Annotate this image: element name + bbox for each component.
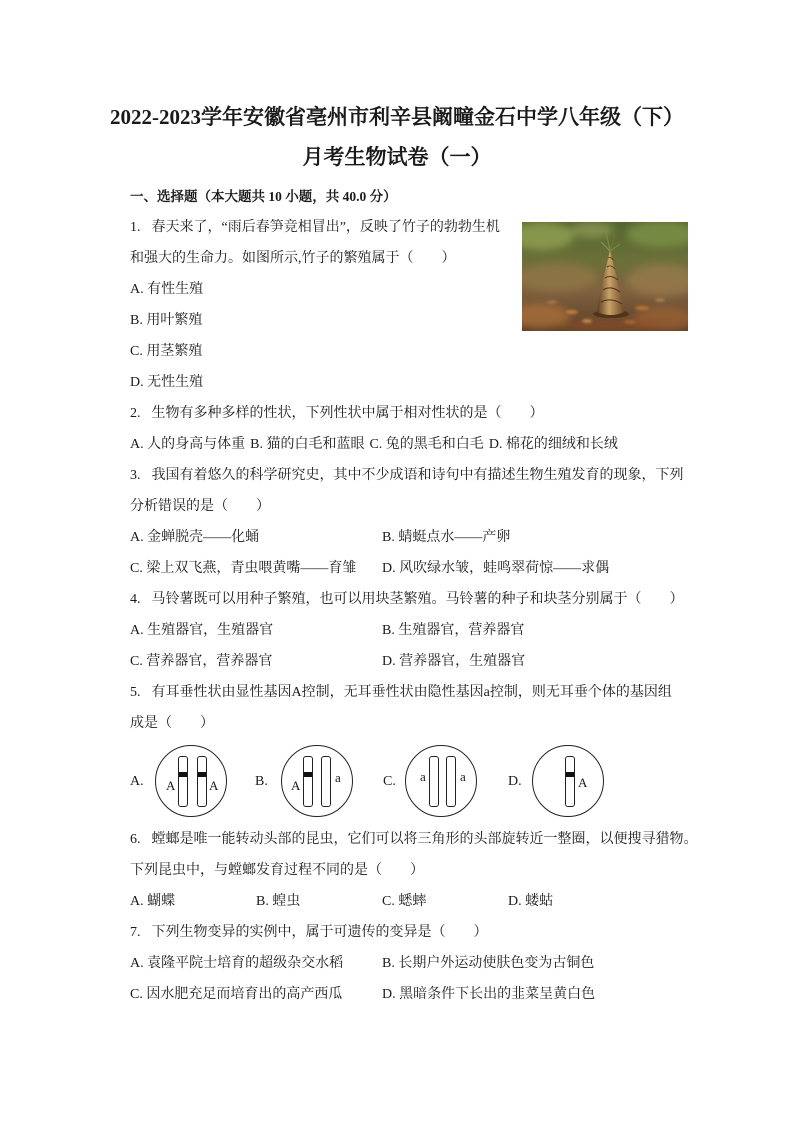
option-b: B. 长期户外运动使肤色变为古铜色: [382, 956, 595, 971]
option-c: C. 蟋蟀: [382, 894, 427, 909]
cell-diagram-a: [155, 745, 227, 817]
option-row: [130, 646, 720, 677]
cell-diagram-d: [532, 745, 604, 817]
chromosome-right: [321, 756, 331, 807]
option-c: C. 用茎繁殖: [130, 344, 203, 359]
question-number: 1.: [130, 220, 141, 235]
option-row: [130, 948, 720, 979]
question-4: [130, 584, 720, 677]
chromosome-diagram-options: [130, 739, 720, 824]
diagram-option-label-b: B.: [255, 774, 268, 789]
option-c: C. 营养器官，营养器官: [130, 654, 273, 669]
option-c: C. 梁上双飞燕，青虫喂黄嘴——育雏: [130, 561, 357, 576]
question-number: 3.: [130, 468, 141, 483]
option-d: D. 棉花的细绒和长绒: [488, 437, 618, 452]
question-stem-line: [130, 917, 720, 948]
question-text-continued: 分析错误的是（ ）: [130, 499, 270, 514]
option-b: B. 蝗虫: [256, 894, 301, 909]
gene-label-left: A: [291, 778, 301, 793]
title-line-1: 2022-2023学年安徽省亳州市利辛县阚疃金石中学八年级（下）: [110, 105, 684, 129]
diagram-option-label-a: A.: [130, 774, 144, 789]
question-text: 下列生物变异的实例中，属于可遗传的变异是（ ）: [151, 925, 488, 940]
gene-band: [198, 772, 206, 777]
option-b: B. 用叶繁殖: [130, 313, 203, 328]
cell-diagram-c: [405, 745, 477, 817]
option-a: A. 人的身高与体重: [130, 437, 246, 452]
option-b: B. 蜻蜓点水——产卵: [382, 530, 511, 545]
question-text: 春天来了，“雨后春笋竞相冒出”，反映了竹子的勃勃生机: [151, 220, 500, 235]
chromosome-right: [197, 756, 207, 807]
question-6: [130, 824, 720, 917]
question-number: 5.: [130, 685, 141, 700]
title-line-2: 月考生物试卷（一）: [302, 145, 492, 169]
question-text-continued: 成是（ ）: [130, 716, 214, 731]
option-row: [130, 615, 720, 646]
question-list: [130, 181, 720, 1010]
option-row: [130, 553, 720, 584]
gene-band: [179, 772, 187, 777]
option-d: D. 无性生殖: [130, 375, 204, 390]
option-row: [130, 886, 720, 917]
gene-label-left: a: [420, 769, 426, 784]
diagram-option-label-c: C.: [383, 774, 396, 789]
option-b: B. 生殖器官，营养器官: [382, 623, 525, 638]
exam-title: [0, 97, 794, 177]
chromosome-right: [446, 756, 456, 807]
question-5: [130, 677, 720, 824]
gene-label-left: A: [166, 778, 176, 793]
question-text-continued: 和强大的生命力。如图所示,竹子的繁殖属于（ ）: [130, 251, 456, 266]
question-number: 6.: [130, 832, 141, 847]
option-b: B. 猫的白毛和蓝眼: [250, 437, 365, 452]
question-text-continued: 下列昆虫中，与螳螂发育过程不同的是（ ）: [130, 863, 424, 878]
option-c: C. 兔的黑毛和白毛: [369, 437, 484, 452]
option-a: A. 袁隆平院士培育的超级杂交水稻: [130, 956, 344, 971]
option-a: A. 蝴蝶: [130, 894, 176, 909]
gene-label-right: a: [460, 769, 466, 784]
question-text: 马铃薯既可以用种子繁殖，也可以用块茎繁殖。马铃薯的种子和块茎分别属于（ ）: [151, 592, 684, 607]
question-text: 有耳垂性状由显性基因A控制，无耳垂性状由隐性基因a控制，则无耳垂个体的基因组: [151, 685, 672, 700]
chromosome-left: [303, 756, 313, 807]
question-number: 7.: [130, 925, 141, 940]
gene-label-right: A: [578, 775, 588, 790]
chromosome-left: [429, 756, 439, 807]
gene-label-right: a: [335, 770, 341, 785]
option-c: C. 因水肥充足而培育出的高产西瓜: [130, 987, 343, 1002]
option-a: A. 有性生殖: [130, 282, 204, 297]
question-3: [130, 460, 720, 584]
cell-diagram-b: [281, 745, 353, 817]
question-text: 我国有着悠久的科学研究史，其中不少成语和诗句中有描述生物生殖发育的现象，下列: [151, 468, 684, 483]
option-d: D. 黑暗条件下长出的韭菜呈黄白色: [382, 987, 596, 1002]
option-row: [130, 429, 720, 460]
question-text: 螳螂是唯一能转动头部的昆虫，它们可以将三角形的头部旋转近一整圈，以便搜寻猎物。: [151, 832, 698, 847]
option-d: D. 蝼蛄: [508, 894, 554, 909]
question-1: [130, 212, 720, 398]
question-2: [130, 398, 720, 460]
question-stem-line: [130, 212, 720, 243]
question-stem-line: [130, 584, 720, 615]
option-d: D. 风吹绿水皱，蛙鸣翠荷惊——求偶: [382, 561, 610, 576]
gene-label-right: A: [209, 778, 219, 793]
chromosome-single: [565, 756, 575, 807]
question-text: 生物有多种多样的性状，下列性状中属于相对性状的是（ ）: [151, 406, 544, 421]
question-7: [130, 917, 720, 1010]
option-row: [130, 522, 720, 553]
diagram-option-label-d: D.: [508, 774, 522, 789]
question-number: 4.: [130, 592, 141, 607]
gene-band: [566, 772, 574, 777]
option-d: D. 营养器官，生殖器官: [382, 654, 526, 669]
question-number: 2.: [130, 406, 141, 421]
option-a: A. 金蝉脱壳——化蛹: [130, 530, 260, 545]
question-stem-line: [130, 677, 720, 708]
option-a: A. 生殖器官，生殖器官: [130, 623, 274, 638]
section-heading: 一、选择题（本大题共 10 小题，共 40.0 分）: [130, 189, 397, 204]
question-stem-line: [130, 824, 720, 855]
chromosome-left: [178, 756, 188, 807]
option-row: [130, 979, 720, 1010]
question-stem-line: [130, 460, 720, 491]
question-stem-line: [130, 398, 720, 429]
gene-band: [304, 772, 312, 777]
